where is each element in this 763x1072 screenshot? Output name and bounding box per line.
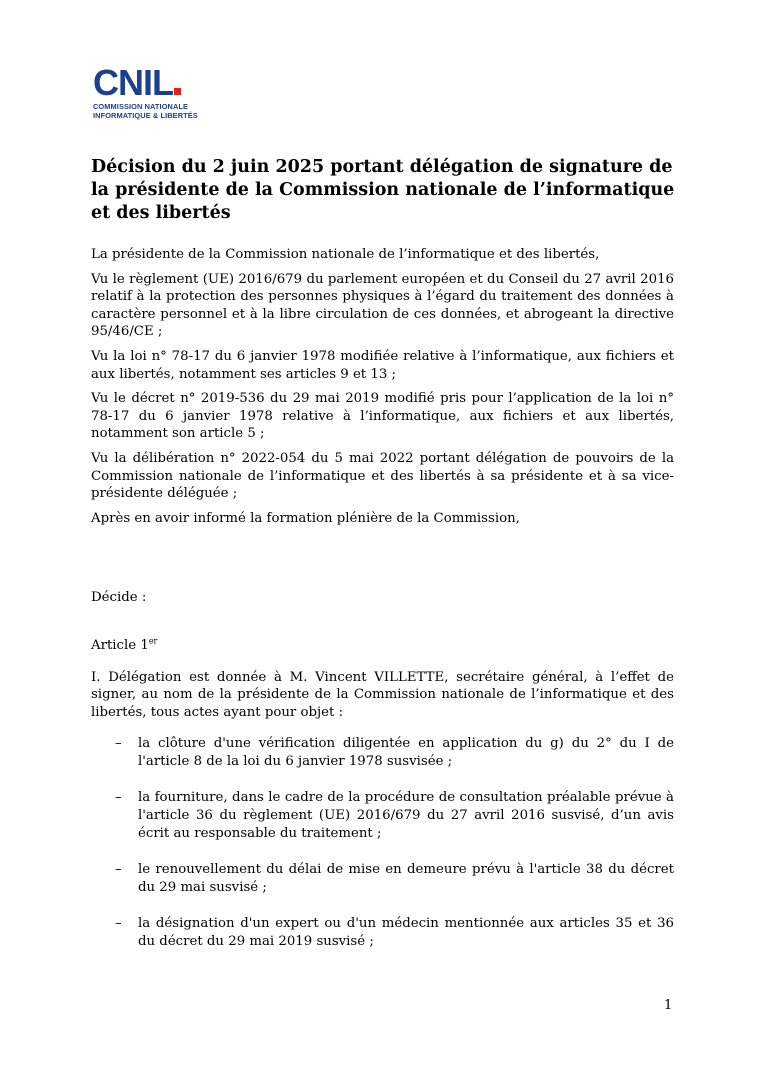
- logo-word: CNIL: [93, 62, 173, 103]
- logo-subtitle-line-1: COMMISSION NATIONALE: [93, 102, 189, 111]
- list-item: [91, 915, 674, 950]
- cnil-logo: [93, 62, 233, 126]
- section-i: I. Délégation est donnée à M. Vincent VILLETTE, secrétaire général, à l’effet de signer, au nom de la présidente de la Commission nationale de l’informatique et des libertés, tous actes ayant pour objet :: [91, 669, 674, 720]
- bullet-text: le renouvellement du délai de mise en demeure prévu à l'article 38 du décret du 29 mai susvisé ;: [138, 862, 674, 895]
- logo-dot: [174, 88, 181, 95]
- list-item: [91, 789, 674, 842]
- document-title: Décision du 2 juin 2025 portant délégation de signature de la présidente de la Commission nationale de l’informatique et des libertés: [91, 157, 675, 223]
- paragraph-vu-loi: Vu la loi n° 78-17 du 6 janvier 1978 modifiée relative à l’informatique, aux fichiers et aux libertés, notamment ses articles 9 et 13 ;: [91, 348, 674, 382]
- bullet-text: la fourniture, dans le cadre de la procédure de consultation préalable prévue à l'article 36 du règlement (UE) 2016/679 du 27 avril 2016 susvisé, d’un avis écrit au responsable du traitement ;: [138, 790, 674, 841]
- paragraph-vu-decret: Vu le décret n° 2019-536 du 29 mai 2019 modifié pris pour l’application de la loi n° 78-17 du 6 janvier 1978 relative à l’informatique, aux fichiers et aux libertés, notamment son article 5 ;: [91, 391, 674, 442]
- bullet-list: [91, 735, 674, 950]
- list-item: [91, 735, 674, 770]
- logo-subtitle: [93, 102, 233, 120]
- bullet-dash: –: [115, 916, 122, 932]
- logo-wordmark: [93, 62, 233, 103]
- article-heading: [91, 637, 674, 655]
- logo-subtitle-line-2: INFORMATIQUE & LIBERTÉS: [93, 111, 198, 120]
- bullet-dash: –: [115, 862, 122, 878]
- paragraph-preamble: La présidente de la Commission nationale de l’informatique et des libertés,: [91, 247, 600, 262]
- bullet-dash: –: [115, 736, 122, 752]
- paragraph-vu-deliberation: Vu la délibération n° 2022-054 du 5 mai 2022 portant délégation de pouvoirs de la Commission nationale de l’informatique et des libertés à sa présidente et à sa vice-présidente déléguée ;: [91, 450, 674, 502]
- bullet-text: la clôture d'une vérification diligentée en application du g) du 2° du I de l'article 8 de la loi du 6 janvier 1978 susvisée ;: [138, 736, 674, 769]
- article-sup: er: [148, 636, 158, 646]
- bullet-dash: –: [115, 790, 122, 806]
- bullet-text: la désignation d'un expert ou d'un médecin mentionnée aux articles 35 et 36 du décret du 29 mai 2019 susvisé ;: [138, 916, 674, 950]
- list-item: [91, 861, 674, 896]
- page-number: 1: [664, 998, 673, 1013]
- article-label: Article 1: [91, 637, 149, 653]
- paragraph-vu-rgpd: Vu le règlement (UE) 2016/679 du parlement européen et du Conseil du 27 avril 2016 relatif à la protection des personnes physiques à l’égard du traitement des données à caractère personnel et à la libre circulation de ces données, et abrogeant la directive 95/46/CE ;: [91, 271, 674, 340]
- paragraph-apres: Après en avoir informé la formation plénière de la Commission,: [91, 510, 520, 526]
- decide-heading: Décide :: [91, 590, 147, 606]
- document-body: [91, 246, 674, 970]
